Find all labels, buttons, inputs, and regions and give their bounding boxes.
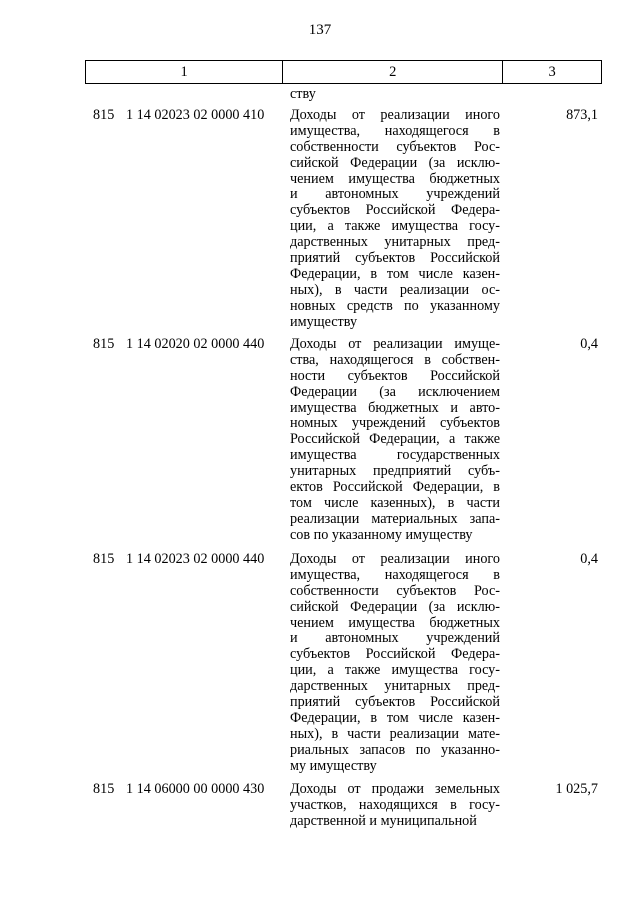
description-line: имущества, находящегося в bbox=[290, 122, 500, 139]
description-line: ности субъектов Российской bbox=[290, 367, 500, 384]
description-line: Доходы от продажи земельных bbox=[290, 781, 500, 797]
continuation-text: ству bbox=[290, 86, 316, 102]
description-line: ектов Российской Федерации, в bbox=[290, 479, 500, 496]
description-line: участков, находящихся в госу- bbox=[290, 796, 500, 813]
description-line: номных учреждений субъектов bbox=[290, 415, 500, 432]
description-line: имущества бюджетных и авто- bbox=[290, 399, 500, 416]
description-line: чением имущества бюджетных bbox=[290, 170, 500, 187]
description-line: дарственных унитарных пред- bbox=[290, 678, 500, 695]
description-line: Российской Федерации, а также bbox=[290, 431, 500, 448]
description-line: имущества, находящегося в bbox=[290, 566, 500, 583]
description-line: собственности субъектов Рос- bbox=[290, 138, 500, 155]
column-header-table bbox=[85, 60, 602, 84]
kbk-code: 1 14 02023 02 0000 440 bbox=[126, 551, 265, 567]
amount-cell: 0,4 bbox=[580, 336, 598, 352]
description-line: приятий субъектов Российской bbox=[290, 694, 500, 711]
description-line: и автономных учреждений bbox=[290, 186, 500, 203]
description-line: субъектов Российской Федера- bbox=[290, 202, 500, 219]
admin-code: 815 bbox=[93, 781, 115, 797]
description-line: Доходы от реализации иного bbox=[290, 551, 500, 567]
description-line: ства, находящегося в собствен- bbox=[290, 351, 500, 368]
description-line: ных), в части реализации ос- bbox=[290, 281, 500, 298]
admin-code: 815 bbox=[93, 336, 115, 352]
description-line: имущества государственных bbox=[290, 447, 500, 464]
description-line: сийской Федерации (за исклю- bbox=[290, 154, 500, 171]
description-line: том числе казенных), в части bbox=[290, 494, 500, 511]
amount-cell: 1 025,7 bbox=[555, 781, 598, 797]
kbk-code: 1 14 02020 02 0000 440 bbox=[126, 336, 265, 352]
description-line: приятий субъектов Российской bbox=[290, 250, 500, 267]
description-line: и автономных учреждений bbox=[290, 630, 500, 647]
kbk-code: 1 14 02023 02 0000 410 bbox=[126, 107, 265, 123]
description-line: собственности субъектов Рос- bbox=[290, 582, 500, 599]
description-line: му имуществу bbox=[290, 757, 377, 774]
admin-code: 815 bbox=[93, 551, 115, 567]
description-line: Федерации (за исключением bbox=[290, 383, 500, 400]
description-line: сийской Федерации (за исклю- bbox=[290, 598, 500, 615]
income-description bbox=[290, 108, 500, 330]
description-line: Доходы от реализации имуще- bbox=[290, 336, 500, 352]
description-line: субъектов Российской Федера- bbox=[290, 646, 500, 663]
description-line: Федерации, в том числе казен- bbox=[290, 265, 500, 282]
column-header-3: 3 bbox=[503, 61, 602, 84]
column-header-2: 2 bbox=[283, 61, 503, 84]
description-line: чением имущества бюджетных bbox=[290, 614, 500, 631]
description-line: ных), в части реализации мате- bbox=[290, 725, 500, 742]
description-line: ции, а также имущества госу- bbox=[290, 662, 500, 679]
amount-cell: 0,4 bbox=[580, 551, 598, 567]
budget-code-cell bbox=[93, 782, 283, 797]
income-description bbox=[290, 337, 500, 544]
description-line: имуществу bbox=[290, 313, 358, 330]
budget-code-cell bbox=[93, 337, 283, 352]
admin-code: 815 bbox=[93, 107, 115, 123]
description-line: дарственных унитарных пред- bbox=[290, 234, 500, 251]
page-number: 137 bbox=[308, 22, 332, 38]
column-header-1: 1 bbox=[86, 61, 283, 84]
amount-cell: 873,1 bbox=[566, 107, 598, 123]
description-line: дарственной и муниципальной bbox=[290, 812, 477, 829]
kbk-code: 1 14 06000 00 0000 430 bbox=[126, 781, 265, 797]
budget-code-cell bbox=[93, 552, 283, 567]
income-description bbox=[290, 782, 500, 830]
description-line: реализации материальных запа- bbox=[290, 510, 500, 527]
description-line: риальных запасов по указанно- bbox=[290, 741, 500, 758]
description-line: сов по указанному имуществу bbox=[290, 526, 473, 543]
description-line: унитарных предприятий субъ- bbox=[290, 463, 500, 480]
description-line: ции, а также имущества госу- bbox=[290, 218, 500, 235]
budget-code-cell bbox=[93, 108, 283, 123]
income-description bbox=[290, 552, 500, 774]
description-line: Федерации, в том числе казен- bbox=[290, 709, 500, 726]
description-line: Доходы от реализации иного bbox=[290, 107, 500, 123]
description-line: новных средств по указанному bbox=[290, 297, 500, 314]
